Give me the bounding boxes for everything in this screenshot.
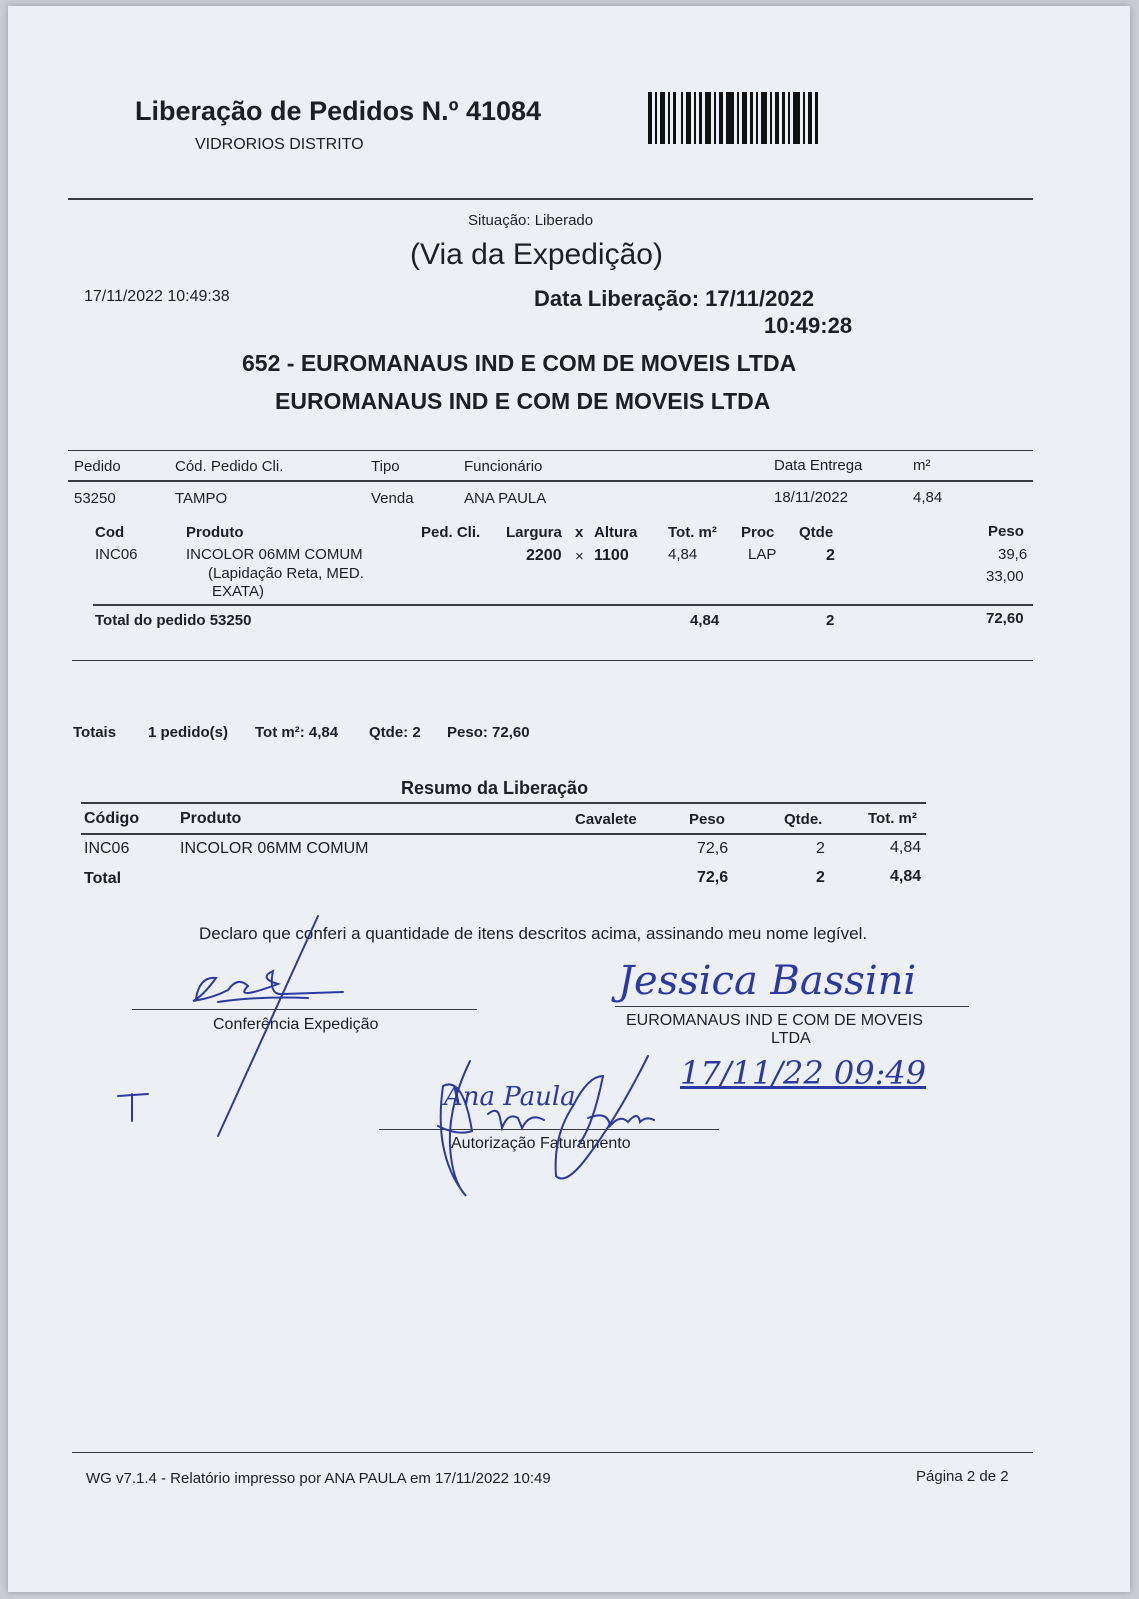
item-description: (Lapidação Reta, MED. (208, 565, 364, 582)
item-tot-m2: 4,84 (668, 546, 698, 563)
client-signature-line (615, 1006, 969, 1007)
totais-pedidos: 1 pedido(s) (148, 724, 229, 741)
item-x: × (575, 548, 584, 565)
order-total-qtde: 2 (826, 612, 835, 629)
conferencia-signature (108, 906, 368, 1146)
conferencia-label: Conferência Expedição (213, 1016, 379, 1033)
col-m2: m² (913, 457, 931, 474)
page-number: Página 2 de 2 (916, 1468, 1009, 1485)
copy-type: (Via da Expedição) (410, 238, 663, 271)
order-pedido: 53250 (74, 490, 116, 507)
item-peso: 39,6 (998, 546, 1028, 563)
totais-peso: Peso: 72,60 (447, 724, 530, 741)
item-proc: LAP (748, 546, 777, 563)
resumo-produto: INCOLOR 06MM COMUM (180, 840, 369, 857)
autorizacao-handwritten-name: Ana Paula (444, 1082, 576, 1112)
resumo-col-tot-m2: Tot. m² (868, 810, 917, 827)
status-text: Situação: Liberado (468, 212, 594, 229)
resumo-title: Resumo da Liberação (401, 778, 589, 798)
footer-rule (72, 1452, 1033, 1453)
release-time: 10:49:28 (764, 313, 853, 338)
header-divider (68, 198, 1033, 200)
resumo-total-tot-m2: 4,84 (890, 868, 922, 885)
autorizacao-label: Autorização Faturamento (451, 1135, 631, 1152)
resumo-col-codigo: Código (84, 810, 140, 827)
client-name: EUROMANAUS IND E COM DE MOVEIS LTDA (275, 388, 771, 414)
order-table-header-rule (68, 480, 1033, 482)
order-table-top-rule (68, 450, 1033, 451)
handwritten-date: 17/11/22 09:49 (680, 1054, 927, 1092)
footer-printed-by: WG v7.1.4 - Relatório impresso por ANA PAULA em 17/11/2022 10:49 (86, 1470, 551, 1487)
item-largura: 2200 (526, 547, 562, 564)
order-funcionario: ANA PAULA (464, 490, 547, 507)
client-handwritten-signature: Jessica Bassini (618, 958, 917, 1004)
resumo-qtde: 2 (816, 840, 825, 857)
col-ped-cli: Ped. Cli. (421, 524, 481, 541)
resumo-total-peso: 72,6 (697, 869, 729, 886)
order-tipo: Venda (371, 490, 414, 507)
resumo-total-qtde: 2 (816, 869, 825, 886)
totais-label: Totais (73, 724, 117, 741)
order-section-rule (72, 660, 1033, 661)
declaration-text: Declaro que conferi a quantidade de itens descritos acima, assinando meu nome legível. (199, 924, 868, 943)
printed-at: 17/11/2022 10:49:38 (84, 288, 230, 305)
order-data-entrega: 18/11/2022 (774, 489, 848, 506)
resumo-header-rule (81, 833, 926, 835)
barcode (648, 92, 820, 144)
col-peso: Peso (988, 523, 1024, 540)
resumo-peso: 72,6 (697, 840, 729, 857)
document-page (8, 6, 1130, 1592)
col-altura: Altura (594, 524, 638, 541)
item-cod: INC06 (95, 546, 138, 563)
company-name: VIDRORIOS DISTRITO (195, 136, 364, 153)
resumo-col-qtde: Qtde. (784, 811, 823, 828)
col-tipo: Tipo (371, 458, 400, 475)
resumo-top-rule (81, 802, 926, 804)
col-qtde: Qtde (799, 524, 834, 541)
resumo-total-label: Total (84, 870, 122, 887)
col-produto: Produto (186, 524, 244, 541)
release-date: Data Liberação: 17/11/2022 (534, 286, 815, 311)
item-altura: 1100 (594, 547, 629, 564)
document-title: Liberação de Pedidos N.º 41084 (135, 96, 542, 126)
resumo-tot-m2: 4,84 (890, 839, 922, 856)
client-signature-label-cont: LTDA (771, 1030, 811, 1047)
item-description-cont: EXATA) (212, 583, 264, 600)
item-peso-unit: 33,00 (986, 568, 1024, 585)
col-funcionario: Funcionário (464, 458, 543, 475)
totais-m2: Tot m²: 4,84 (255, 724, 339, 741)
col-pedido: Pedido (74, 458, 121, 475)
resumo-col-peso: Peso (689, 811, 725, 828)
order-m2: 4,84 (913, 489, 943, 506)
client-signature-label: EUROMANAUS IND E COM DE MOVEIS (626, 1012, 923, 1029)
col-cod: Cod (95, 524, 125, 541)
client-name-code: 652 - EUROMANAUS IND E COM DE MOVEIS LTDA (242, 350, 797, 376)
col-largura: Largura (506, 524, 562, 541)
totais-qtde: Qtde: 2 (369, 724, 421, 741)
autorizacao-signature (388, 1046, 688, 1206)
col-tot-m2: Tot. m² (668, 524, 717, 541)
order-total-label: Total do pedido 53250 (95, 612, 252, 629)
col-cod-pedido-cli: Cód. Pedido Cli. (175, 458, 284, 475)
col-data-entrega: Data Entrega (774, 457, 863, 474)
resumo-col-cavalete: Cavalete (575, 811, 637, 828)
order-cod-pedido-cli: TAMPO (175, 490, 228, 507)
resumo-col-produto: Produto (180, 810, 242, 827)
resumo-codigo: INC06 (84, 840, 130, 857)
item-qtde: 2 (826, 547, 835, 564)
col-proc: Proc (741, 524, 775, 541)
col-x: x (575, 524, 584, 541)
items-total-rule (93, 604, 1033, 606)
order-total-peso: 72,60 (986, 610, 1024, 627)
order-total-m2: 4,84 (690, 612, 720, 629)
item-produto: INCOLOR 06MM COMUM (186, 546, 363, 563)
